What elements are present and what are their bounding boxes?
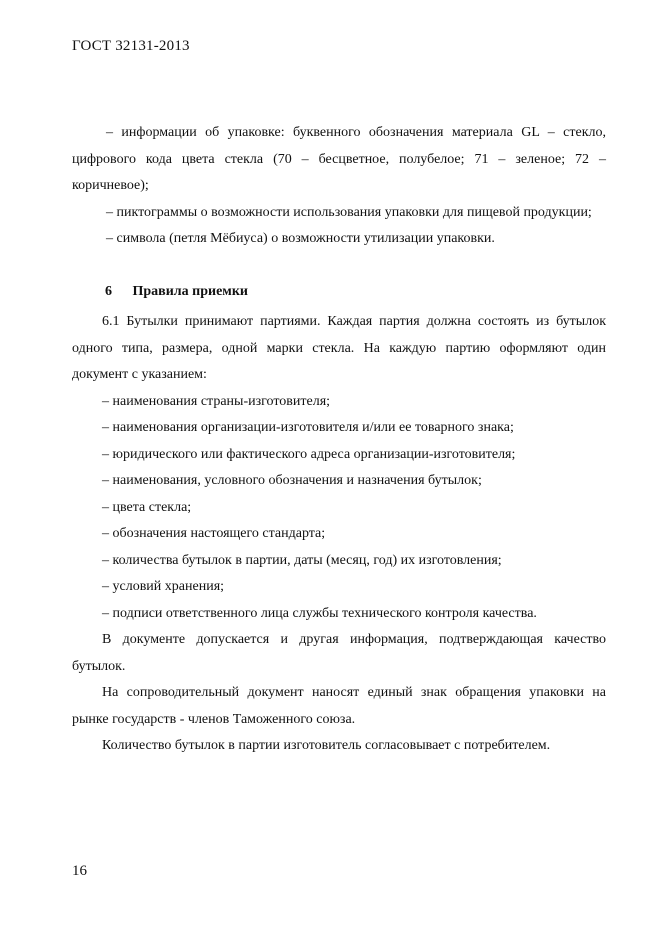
- list-item: – условий хранения;: [102, 579, 225, 594]
- list-item: – количества бутылок в партии, даты (месяц, год) их изготовления;: [102, 552, 502, 568]
- document-body: [72, 120, 606, 760]
- section-heading: [72, 279, 606, 306]
- list-item: – обозначения настоящего стандарта;: [102, 526, 326, 541]
- mobius-loop-item: – символа (петля Мёбиуса) о возможности утилизации упаковки.: [106, 231, 495, 246]
- list-item: – цвета стекла;: [102, 499, 192, 515]
- pictogram-item: – пиктограммы о возможности использования упаковки для пищевой продукции;: [106, 204, 592, 220]
- list-item: – подписи ответственного лица службы технического контроля качества.: [102, 605, 537, 621]
- paragraph-quantity: Количество бутылок в партии изготовитель согласовывает с потребителем.: [102, 738, 551, 753]
- list-item: – наименования страны-изготовителя;: [102, 393, 331, 409]
- packaging-info-item: – информации об упаковке: буквенного обозначения материала GL – стекло, цифрового кода цвета стекла (70 – бесцветное, полубелое; 71 – зеленое; 72 – коричневое);: [72, 125, 606, 193]
- list-item: – наименования организации-изготовителя и/или ее товарного знака;: [102, 420, 514, 435]
- page-number: 16: [72, 863, 87, 879]
- document-code-header: ГОСТ 32131-2013: [72, 38, 190, 54]
- section-title: Правила приемки: [132, 283, 248, 299]
- list-item: – юридического или фактического адреса организации-изготовителя;: [102, 446, 516, 462]
- section-number: 6: [105, 283, 112, 299]
- paragraph-conformity-mark: На сопроводительный документ наносят единый знак обращения упаковки на рынке государств - членов Таможенного союза.: [72, 685, 606, 727]
- paragraph-6-1: 6.1 Бутылки принимают партиями. Каждая партия должна состоять из бутылок одного типа, размера, одной марки стекла. На каждую партию оформляют один документ с указанием:: [72, 314, 606, 382]
- list-item: – наименования, условного обозначения и назначения бутылок;: [102, 473, 482, 488]
- paragraph-document-info: В документе допускается и другая информация, подтверждающая качество бутылок.: [72, 632, 606, 674]
